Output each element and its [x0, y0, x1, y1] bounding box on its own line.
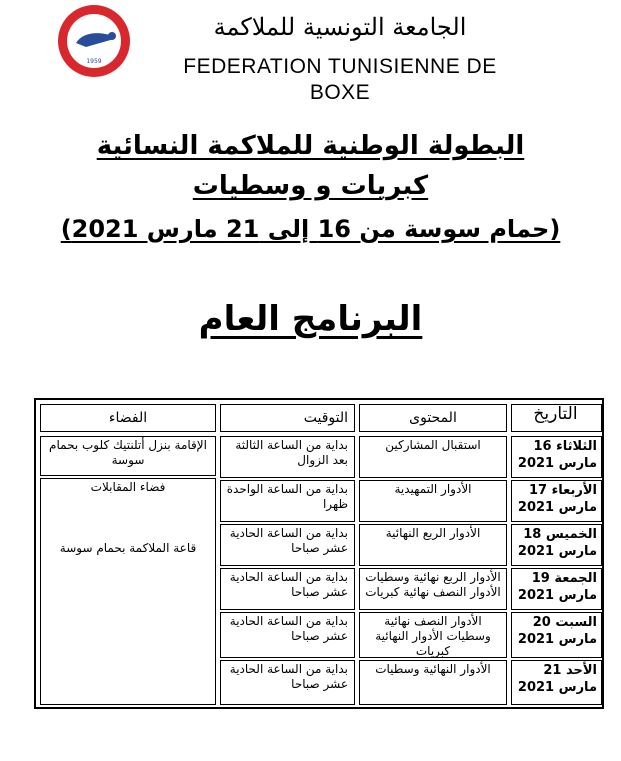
federation-logo: [56, 3, 132, 79]
content-cell: الأدوار الربع النهائية: [359, 524, 507, 566]
championship-category: كبريات و وسطيات: [192, 171, 429, 201]
championship-dates: (حمام سوسة من 16 إلى 21 مارس 2021): [60, 215, 561, 243]
championship-title: البطولة الوطنية للملاكمة النسائية: [96, 131, 525, 161]
space-cell-accommodation: الإقامة بنزل أتلنتيك كلوب بحمام سوسة: [40, 436, 216, 476]
date-cell: الخميس 18 مارس 2021: [511, 524, 602, 566]
time-column: [220, 400, 355, 707]
header-content: المحتوى: [359, 404, 507, 432]
header-date: التاريخ: [511, 404, 602, 432]
content-cell: الأدوار النهائية وسطيات: [359, 660, 507, 705]
space-column: [40, 400, 216, 707]
space-interviews-label: فضاء المقابلات: [90, 480, 166, 494]
program-title: البرنامج العام: [198, 299, 423, 339]
header-space: الفضاء: [40, 404, 216, 432]
date-column: [511, 400, 602, 707]
federation-name-french: FEDERATION TUNISIENNE DE BOXE: [183, 55, 497, 104]
date-cell: الأربعاء 17 مارس 2021: [511, 480, 602, 522]
time-cell: بداية من الساعة الحادية عشر صباحا: [220, 524, 355, 566]
schedule-table: [34, 398, 604, 709]
space-cell-venue: [40, 478, 216, 705]
date-cell: الثلاثاء 16 مارس 2021: [511, 436, 602, 478]
content-column: [359, 400, 507, 707]
content-cell: استقبال المشاركين: [359, 436, 507, 478]
date-cell: السبت 20 مارس 2021: [511, 612, 602, 658]
federation-name-arabic: الجامعة التونسية للملاكمة: [213, 13, 467, 41]
time-cell: بداية من الساعة الحادية عشر صباحا: [220, 612, 355, 658]
time-cell: بداية من الساعة الحادية عشر صباحا: [220, 568, 355, 610]
date-cell: الجمعة 19 مارس 2021: [511, 568, 602, 610]
content-cell: الأدوار التمهيدية: [359, 480, 507, 522]
time-cell: بداية من الساعة الحادية عشر صباحا: [220, 660, 355, 705]
content-cell: الأدوار الربع نهائية وسطيات الأدوار النصف نهائية كبريات: [359, 568, 507, 610]
header-time: التوقيت: [220, 404, 355, 432]
time-cell: بداية من الساعة الثالثة بعد الزوال: [220, 436, 355, 478]
logo-year: 1959: [86, 58, 102, 65]
date-cell: الأحد 21 مارس 2021: [511, 660, 602, 705]
content-cell: الأدوار النصف نهائية وسطيات الأدوار النهائية كبريات: [359, 612, 507, 658]
space-hall-label: قاعة الملاكمة بحمام سوسة: [59, 541, 197, 555]
time-cell: بداية من الساعة الواحدة ظهرا: [220, 480, 355, 522]
